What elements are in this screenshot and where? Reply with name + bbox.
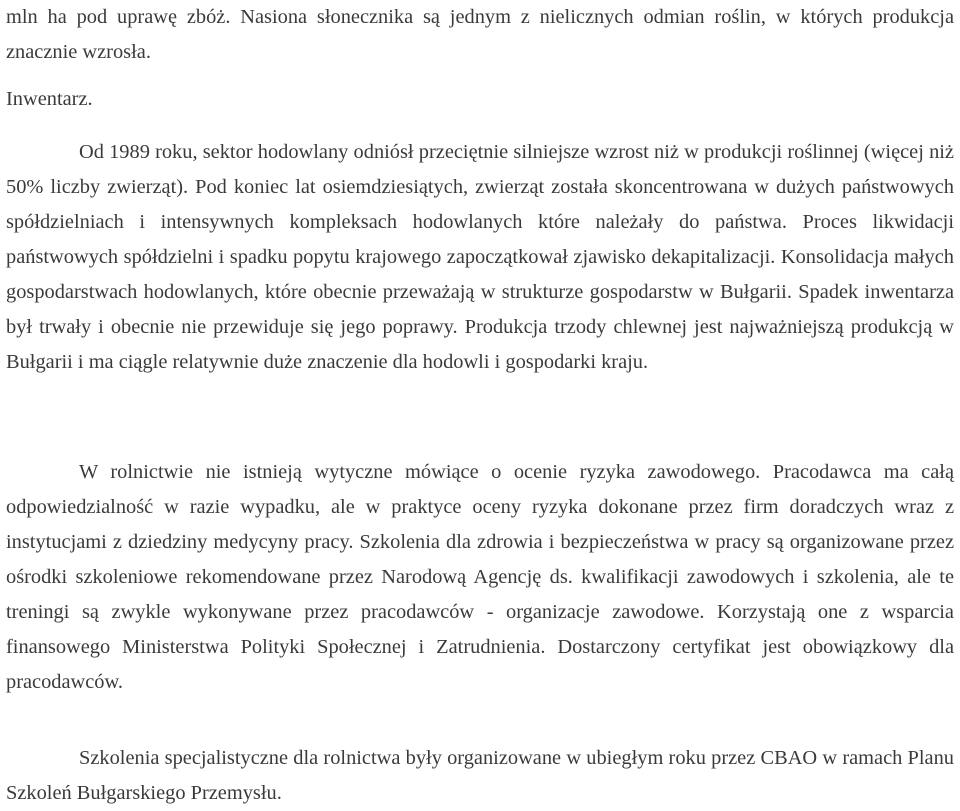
paragraph-crops: mln ha pod uprawę zbóż. Nasiona słonecznika są jednym z nielicznych odmian roślin, w których produkcja znacznie wzrosła. (6, 6, 954, 63)
paragraph-risk-assessment: W rolnictwie nie istnieją wytyczne mówiące o ocenie ryzyka zawodowego. Pracodawca ma całą odpowiedzialność w razie wypadku, ale w praktyce oceny ryzyka dokonane przez firm doradczych wraz z instytucjami z dziedziny medycyny pracy. Szkolenia dla zdrowia i bezpieczeństwa w pracy są organizowane przez ośrodki szkoleniowe rekomendowane przez Narodową Agencję ds. kwalifikacji zawodowych i szkolenia, ale te treningi są zwykle wykonywane przez pracodawców - organizacje zawodowe. Korzystają one z wsparcia finansowego Ministerstwa Polityki Społecznej i Zatrudnienia. Dostarczony certyfikat jest obowiązkowy dla pracodawców. (6, 461, 954, 693)
section-heading-inventory: Inwentarz. (6, 88, 93, 110)
paragraph-livestock: Od 1989 roku, sektor hodowlany odniósł przeciętnie silniejsze wzrost niż w produkcji roślinnej (więcej niż 50% liczby zwierząt). Pod koniec lat osiemdziesiątych, zwierząt została skoncentrowana w dużych państwowych spółdzielniach i intensywnych kompleksach hodowlanych które należały do państwa. Proces likwidacji państwowych spółdzielni i spadku popytu krajowego zapoczątkował zjawisko dekapitalizacji. Konsolidacja małych gospodarstwach hodowlanych, które obecnie przeważają w strukturze gospodarstw w Bułgarii. Spadek inwentarza był trwały i obecnie nie przewiduje się jego poprawy. Produkcja trzody chlewnej jest najważniejszą produkcją w Bułgarii i ma ciągle relatywnie duże znaczenie dla hodowli i gospodarki kraju. (6, 141, 954, 373)
paragraph-specialist-training: Szkolenia specjalistyczne dla rolnictwa były organizowane w ubiegłym roku przez CBAO w ramach Planu Szkoleń Bułgarskiego Przemysłu. (6, 747, 954, 804)
